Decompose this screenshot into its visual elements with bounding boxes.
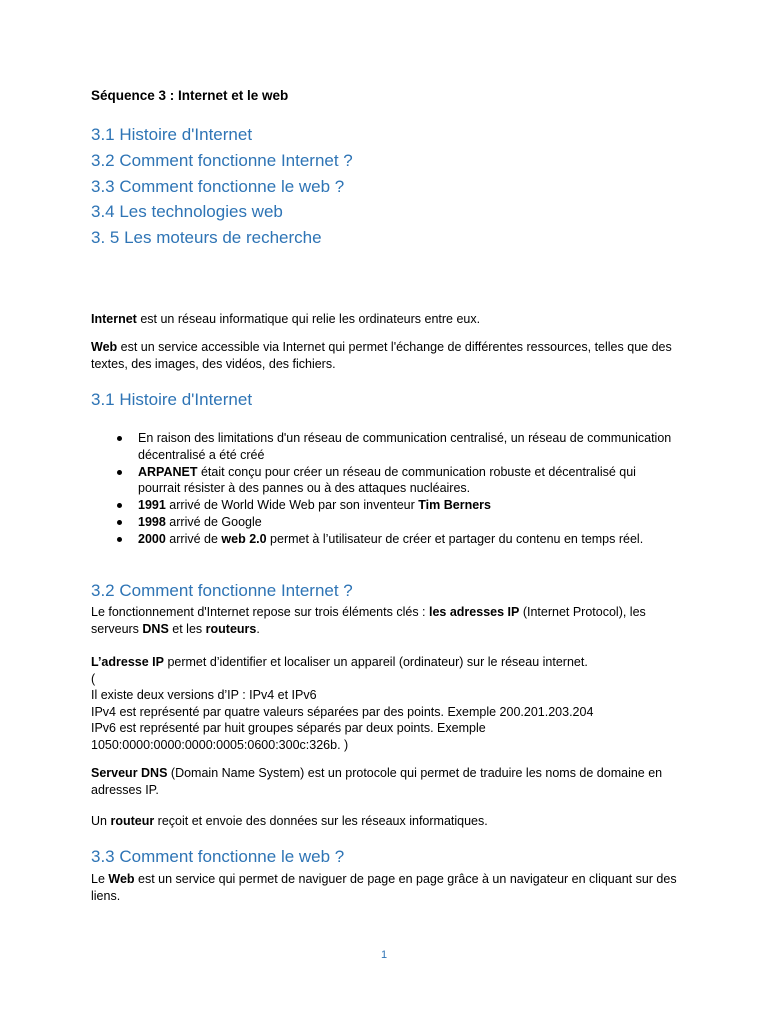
paragraph-text: et les	[168, 621, 206, 636]
paragraph-text: arrivé de Google	[165, 515, 262, 529]
section2-intro-paragraph	[91, 604, 681, 637]
paragraph-text: .	[256, 621, 260, 636]
paragraph-text: permet à l’utilisateur de créer et partager du contenu en temps réel.	[266, 532, 644, 546]
list-item	[91, 514, 681, 531]
list-item	[91, 531, 681, 548]
paragraph-text: était conçu pour créer un réseau de communication robuste et décentralisé qui pourrait résister à des pannes ou à des attaques nucléaires.	[138, 464, 636, 495]
intro-internet-paragraph	[91, 311, 681, 328]
section-heading: 3.3 Comment fonctionne le web ?	[91, 847, 345, 866]
paragraph-line: (	[91, 671, 96, 686]
dns-paragraph	[91, 765, 681, 798]
paragraph-text: arrivé de	[165, 532, 222, 546]
section-heading: 3.1 Histoire d'Internet	[91, 390, 253, 409]
bold-term: Internet	[91, 312, 137, 326]
bold-term: Tim Berners	[418, 498, 491, 512]
bold-term: routeurs	[205, 621, 257, 636]
paragraph-text: est un réseau informatique qui relie les ordinateurs entre eux.	[136, 312, 481, 326]
paragraph-line	[91, 654, 681, 671]
list-item	[91, 430, 681, 463]
bold-term: ARPANET	[138, 464, 198, 479]
bold-term: DNS	[142, 621, 169, 636]
paragraph-text: (Domain Name System) est un protocole qui permet de traduire les noms de domaine en adresses IP.	[91, 766, 663, 797]
toc-item[interactable]: 3. 5 Les moteurs de recherche	[91, 228, 322, 248]
paragraph-text: En raison des limitations d'un réseau de communication centralisé, un réseau de communication décentralisé a été créé	[138, 431, 672, 462]
list-item	[91, 464, 681, 497]
toc-item[interactable]: 3.2 Comment fonctionne Internet ?	[91, 150, 353, 170]
web-paragraph	[91, 871, 681, 904]
bold-term: 1991	[138, 498, 166, 512]
bold-term: routeur	[110, 814, 155, 828]
paragraph-text: Le	[91, 872, 109, 886]
history-bullet-list	[91, 430, 681, 548]
paragraph-text: Un	[91, 814, 111, 828]
document-title: Séquence 3 : Internet et le web	[91, 88, 289, 103]
paragraph-line: Il existe deux versions d’IP : IPv4 et IPv6	[91, 688, 317, 702]
intro-web-paragraph	[91, 339, 681, 372]
list-item	[91, 497, 681, 514]
paragraph-line: IPv6 est représenté par huit groupes séparés par deux points. Exemple 1050:0000:0000:0000:0005:0600:300c:326b. )	[91, 721, 486, 752]
paragraph-text: permet d’identifier et localiser un appareil (ordinateur) sur le réseau internet.	[163, 655, 588, 669]
toc-item[interactable]: 3.4 Les technologies web	[91, 202, 283, 222]
paragraph-text: arrivé de World Wide Web par son inventeur	[165, 498, 419, 512]
bold-term: Serveur DNS	[91, 766, 168, 780]
toc-item[interactable]: 3.1 Histoire d'Internet	[91, 125, 253, 144]
paragraph-text: Le fonctionnement d'Internet repose sur trois éléments clés :	[91, 605, 429, 619]
bold-term: Web	[91, 340, 118, 354]
bold-term: L’adresse IP	[91, 655, 164, 669]
paragraph-line: IPv4 est représenté par quatre valeurs séparées par des points. Exemple 200.201.203.204	[91, 704, 594, 719]
bold-term: web 2.0	[221, 532, 267, 546]
bold-term: 2000	[138, 532, 166, 546]
toc-item[interactable]: 3.3 Comment fonctionne le web ?	[91, 176, 345, 196]
table-of-contents	[91, 122, 681, 251]
router-paragraph	[91, 813, 681, 830]
bold-term: 1998	[138, 515, 166, 529]
bold-term: les adresses IP	[428, 605, 520, 619]
paragraph-text: est un service qui permet de naviguer de page en page grâce à un navigateur en cliquant sur des liens.	[91, 872, 677, 903]
section-heading: 3.2 Comment fonctionne Internet ?	[91, 581, 353, 600]
ip-address-paragraph	[91, 654, 681, 753]
paragraph-text: est un service accessible via Internet qui permet l'échange de différentes ressources, telles que des textes, des images, des vidéos, des fichiers.	[91, 340, 672, 371]
paragraph-text: (Internet Protocol), les serveurs	[91, 605, 646, 636]
page-number: 1	[380, 949, 388, 961]
paragraph-text: reçoit et envoie des données sur les réseaux informatiques.	[154, 814, 488, 828]
bold-term: Web	[108, 872, 135, 886]
